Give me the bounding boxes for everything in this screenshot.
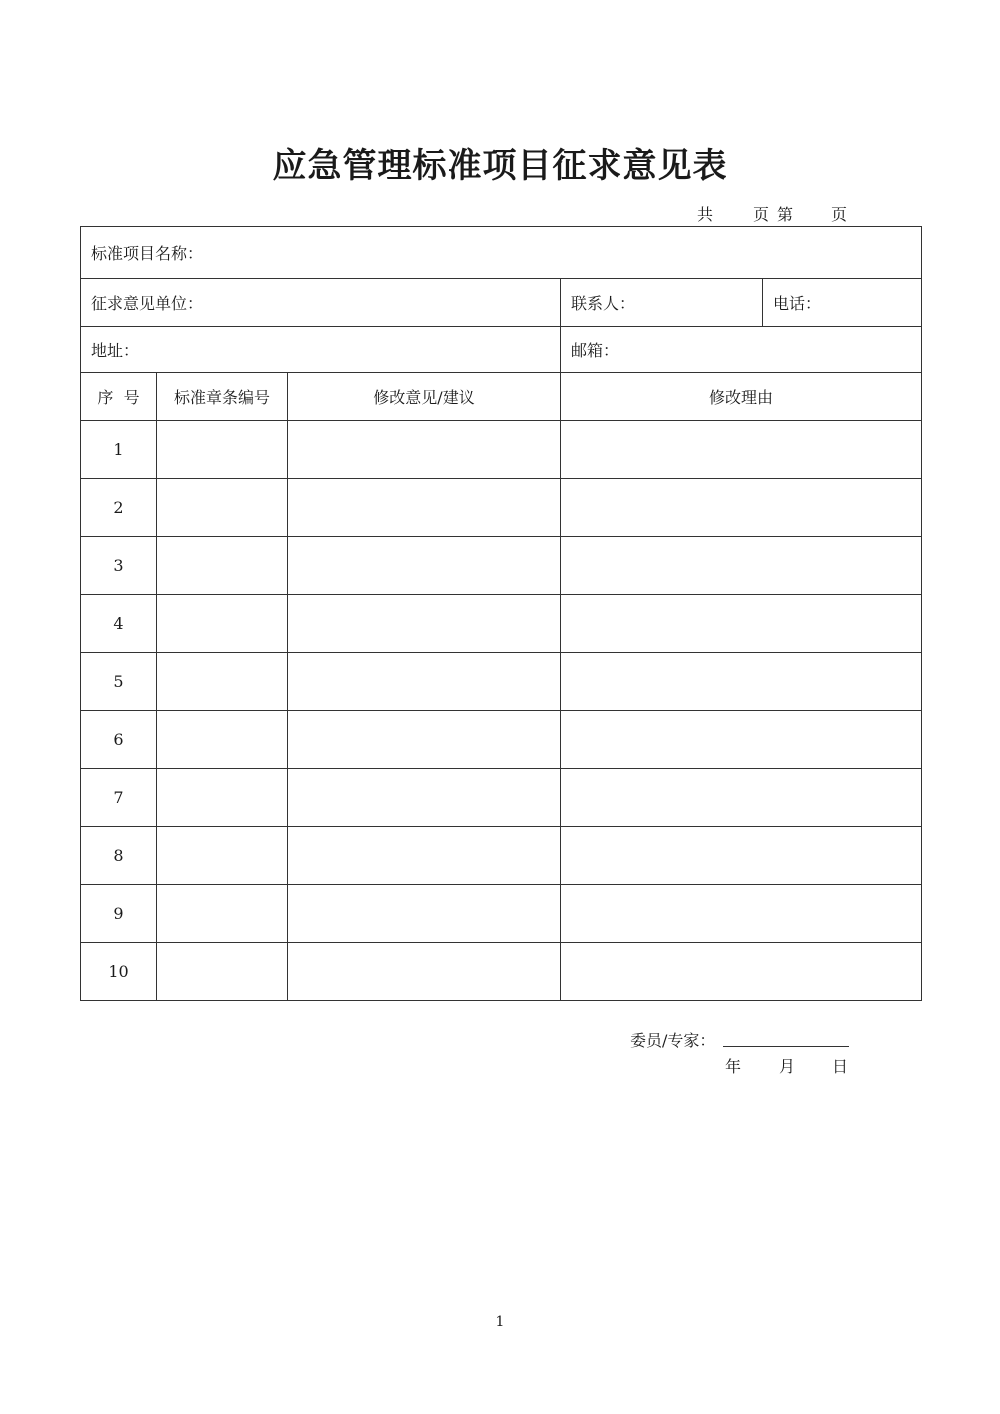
reason-cell[interactable] — [561, 827, 922, 885]
row-index: 6 — [81, 711, 157, 769]
clause-number-cell[interactable] — [157, 827, 288, 885]
row-index: 2 — [81, 479, 157, 537]
suggestion-cell[interactable] — [288, 421, 561, 479]
signature-line[interactable] — [723, 1046, 849, 1047]
table-row — [81, 711, 922, 769]
row-index: 4 — [81, 595, 157, 653]
page-label-1: 页 — [753, 205, 770, 224]
project-name-row — [81, 227, 922, 279]
project-name-field[interactable]: 标准项目名称： — [81, 227, 922, 279]
clause-number-cell[interactable] — [157, 943, 288, 1001]
table-row — [81, 653, 922, 711]
phone-field[interactable]: 电话： — [763, 279, 922, 327]
address-row — [81, 327, 922, 373]
contact-field[interactable]: 联系人： — [561, 279, 763, 327]
clause-number-cell[interactable] — [157, 711, 288, 769]
row-index: 5 — [81, 653, 157, 711]
year-label: 年 — [725, 1057, 742, 1076]
page-total-label: 共 — [697, 205, 714, 224]
reason-cell[interactable] — [561, 421, 922, 479]
suggestion-cell[interactable] — [288, 769, 561, 827]
reason-cell[interactable] — [561, 595, 922, 653]
opinion-form-table — [80, 226, 922, 1001]
unit-row — [81, 279, 922, 327]
suggestion-cell[interactable] — [288, 827, 561, 885]
page-ordinal-label: 第 — [777, 205, 794, 224]
suggestion-cell[interactable] — [288, 943, 561, 1001]
row-index: 9 — [81, 885, 157, 943]
table-row — [81, 827, 922, 885]
header-index: 序 号 — [81, 373, 157, 421]
reason-cell[interactable] — [561, 711, 922, 769]
suggestion-cell[interactable] — [288, 537, 561, 595]
row-index: 1 — [81, 421, 157, 479]
header-suggestion: 修改意见/建议 — [288, 373, 561, 421]
suggestion-cell[interactable] — [288, 885, 561, 943]
suggestion-cell[interactable] — [288, 479, 561, 537]
clause-number-cell[interactable] — [157, 421, 288, 479]
clause-number-cell[interactable] — [157, 479, 288, 537]
signature-label: 委员/专家： — [630, 1031, 716, 1050]
clause-number-cell[interactable] — [157, 537, 288, 595]
page-title: 应急管理标准项目征求意见表 — [272, 146, 728, 186]
clause-number-cell[interactable] — [157, 595, 288, 653]
email-field[interactable]: 邮箱： — [561, 327, 922, 373]
header-clause-number: 标准章条编号 — [157, 373, 288, 421]
suggestion-cell[interactable] — [288, 653, 561, 711]
table-row — [81, 595, 922, 653]
table-row — [81, 421, 922, 479]
row-index: 10 — [81, 943, 157, 1001]
table-row — [81, 769, 922, 827]
row-index: 7 — [81, 769, 157, 827]
address-field[interactable]: 地址： — [81, 327, 561, 373]
clause-number-cell[interactable] — [157, 885, 288, 943]
reason-cell[interactable] — [561, 943, 922, 1001]
unit-field[interactable]: 征求意见单位： — [81, 279, 561, 327]
month-label: 月 — [779, 1057, 796, 1076]
page-number: 1 — [495, 1314, 505, 1330]
page-label-2: 页 — [831, 205, 848, 224]
table-row — [81, 885, 922, 943]
table-row — [81, 479, 922, 537]
header-reason: 修改理由 — [561, 373, 922, 421]
suggestion-cell[interactable] — [288, 711, 561, 769]
day-label: 日 — [832, 1057, 849, 1076]
clause-number-cell[interactable] — [157, 769, 288, 827]
reason-cell[interactable] — [561, 537, 922, 595]
reason-cell[interactable] — [561, 769, 922, 827]
clause-number-cell[interactable] — [157, 653, 288, 711]
reason-cell[interactable] — [561, 479, 922, 537]
table-row — [81, 943, 922, 1001]
reason-cell[interactable] — [561, 885, 922, 943]
reason-cell[interactable] — [561, 653, 922, 711]
table-header-row — [81, 373, 922, 421]
row-index: 8 — [81, 827, 157, 885]
suggestion-cell[interactable] — [288, 595, 561, 653]
row-index: 3 — [81, 537, 157, 595]
table-row — [81, 537, 922, 595]
